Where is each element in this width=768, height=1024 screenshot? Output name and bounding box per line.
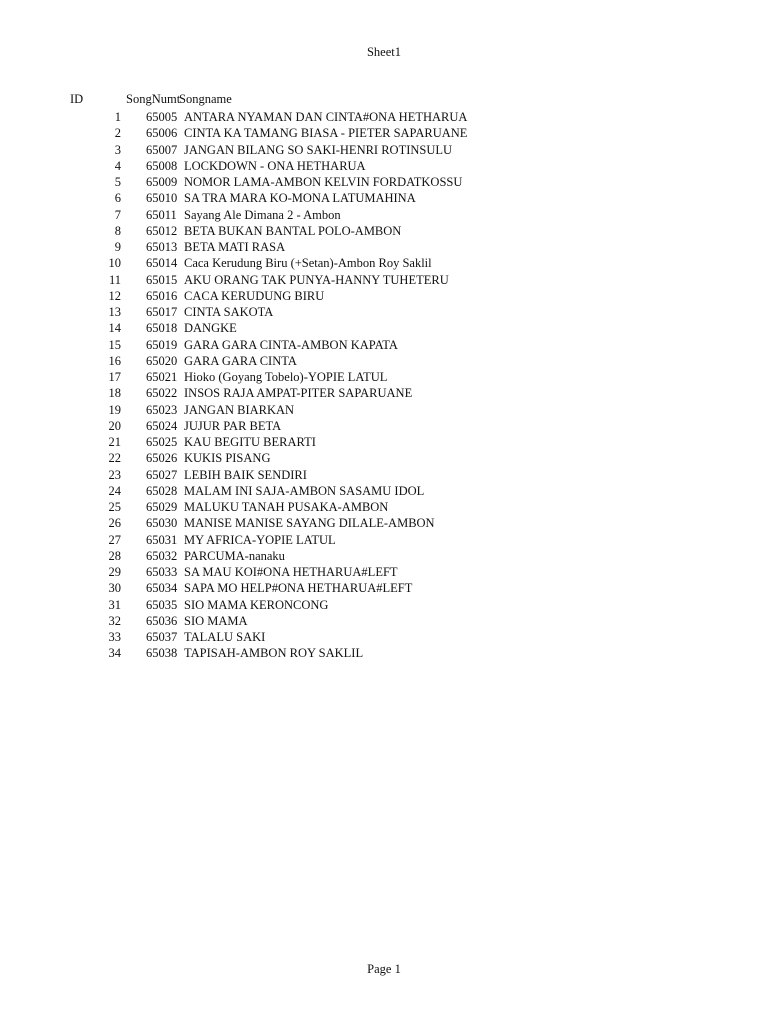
row-song-number: 65016 [146,288,178,303]
row-id: 26 [108,516,121,531]
row-song-name: SA TRA MARA KO-MONA LATUMAHINA [184,191,416,206]
row-song-number: 65021 [146,370,178,384]
row-song-name: SIO MAMA [184,613,248,628]
table-row [0,369,768,385]
row-song-number: 65030 [146,516,178,531]
row-song-name: CINTA SAKOTA [184,305,274,319]
row-id: 27 [108,532,121,547]
row-song-name: Hioko (Goyang Tobelo)-YOPIE LATUL [184,370,388,384]
table-row [0,645,768,661]
row-id: 4 [114,158,121,173]
row-song-name: TALALU SAKI [184,630,266,644]
row-song-number: 65006 [146,126,178,141]
row-song-name: TAPISAH-AMBON ROY SAKLIL [184,646,364,661]
row-song-number: 65031 [146,532,178,547]
row-id: 6 [114,191,121,206]
row-song-name: INSOS RAJA AMPAT-PITER SAPARUANE [184,386,413,401]
table-row [0,629,768,645]
table-row [0,450,768,466]
row-id: 18 [108,386,121,401]
table-row [0,434,768,450]
row-song-number: 65005 [146,110,178,124]
row-song-number: 65029 [146,500,178,514]
row-song-name: MALAM INI SAJA-AMBON SASAMU IDOL [184,483,425,498]
sheet-title: Sheet1 [366,45,402,59]
row-song-name: BETA MATI RASA [184,240,286,254]
table-row [0,239,768,255]
row-id: 2 [114,126,121,141]
row-song-name: BETA BUKAN BANTAL POLO-AMBON [184,223,402,238]
row-id: 29 [108,565,121,579]
row-song-name: JUJUR PAR BETA [184,418,282,433]
row-song-name: SA MAU KOI#ONA HETHARUA#LEFT [184,565,398,579]
table-row [0,532,768,548]
row-song-name: SIO MAMA KERONCONG [184,597,329,612]
row-song-name: MY AFRICA-YOPIE LATUL [184,532,336,547]
row-song-number: 65023 [146,402,178,417]
row-id: 1 [114,110,121,124]
table-row [0,320,768,336]
row-song-name: AKU ORANG TAK PUNYA-HANNY TUHETERU [184,272,449,287]
row-song-name: CINTA KA TAMANG BIASA - PIETER SAPARUANE [184,126,468,141]
table-row [0,385,768,401]
row-id: 13 [108,305,121,319]
row-id: 11 [108,272,121,287]
row-id: 22 [108,451,121,466]
row-song-number: 65035 [146,597,178,612]
table-row [0,402,768,418]
row-song-name: JANGAN BIARKAN [184,402,295,417]
row-id: 20 [108,418,121,433]
row-song-number: 65027 [146,467,178,482]
row-id: 3 [114,142,121,157]
row-id: 14 [108,321,121,336]
row-song-name: LEBIH BAIK SENDIRI [184,467,307,482]
table-row [0,597,768,613]
row-id: 19 [108,402,121,417]
table-row [0,255,768,271]
table-row [0,353,768,369]
row-id: 15 [108,337,121,352]
row-song-number: 65037 [146,630,178,644]
row-song-number: 65026 [146,451,178,466]
table-row [0,288,768,304]
row-id: 9 [114,240,121,254]
row-song-number: 65011 [146,207,177,222]
row-song-name: KUKIS PISANG [184,451,271,466]
row-id: 21 [108,435,121,449]
row-id: 16 [108,353,121,368]
row-song-name: SAPA MO HELP#ONA HETHARUA#LEFT [184,581,413,596]
song-table [0,109,768,662]
row-song-name: MALUKU TANAH PUSAKA-AMBON [184,500,389,514]
table-row [0,174,768,190]
row-song-name: PARCUMA-nanaku [184,548,285,563]
row-id: 24 [108,483,121,498]
row-song-name: DANGKE [184,321,237,336]
row-id: 7 [114,207,121,222]
row-song-number: 65019 [146,337,178,352]
column-header-row [0,92,768,108]
row-song-number: 65024 [146,418,178,433]
table-row [0,142,768,158]
row-song-name: MANISE MANISE SAYANG DILALE-AMBON [184,516,435,531]
table-row [0,418,768,434]
row-song-number: 65034 [146,581,178,596]
page-number: Page 1 [367,962,401,976]
row-id: 17 [108,370,121,384]
row-song-number: 65033 [146,565,178,579]
row-song-name: LOCKDOWN - ONA HETHARUA [184,158,366,173]
row-id: 12 [108,288,121,303]
row-song-name: ANTARA NYAMAN DAN CINTA#ONA HETHARUA [184,110,468,124]
table-row [0,564,768,580]
row-song-number: 65010 [146,191,178,206]
table-row [0,272,768,288]
table-row [0,467,768,483]
row-id: 8 [114,223,121,238]
column-header-songnum: SongNumt [126,92,181,106]
row-song-number: 65015 [146,272,178,287]
table-row [0,580,768,596]
row-song-name: NOMOR LAMA-AMBON KELVIN FORDATKOSSU [184,175,463,189]
row-song-number: 65025 [146,435,178,449]
table-row [0,109,768,125]
table-row [0,207,768,223]
row-song-name: Sayang Ale Dimana 2 - Ambon [184,207,341,222]
row-song-name: Caca Kerudung Biru (+Setan)-Ambon Roy Saklil [184,256,432,271]
row-song-name: GARA GARA CINTA [184,353,297,368]
row-song-number: 65032 [146,548,178,563]
row-id: 28 [108,548,121,563]
row-song-number: 65028 [146,483,178,498]
row-song-name: GARA GARA CINTA-AMBON KAPATA [184,337,398,352]
column-header-songname: Songname [179,92,232,106]
table-row [0,125,768,141]
row-song-number: 65017 [146,305,178,319]
table-row [0,337,768,353]
row-song-number: 65038 [146,646,178,661]
table-row [0,515,768,531]
row-song-name: KAU BEGITU BERARTI [184,435,316,449]
table-row [0,483,768,499]
row-id: 33 [108,630,121,644]
row-song-number: 65007 [146,142,178,157]
table-row [0,158,768,174]
row-id: 32 [108,613,121,628]
row-song-number: 65013 [146,240,178,254]
row-song-number: 65022 [146,386,178,401]
row-id: 25 [108,500,121,514]
row-id: 34 [108,646,121,661]
table-row [0,499,768,515]
row-song-number: 65008 [146,158,178,173]
row-song-number: 65009 [146,175,178,189]
row-song-name: CACA KERUDUNG BIRU [184,288,325,303]
row-song-number: 65018 [146,321,178,336]
table-row [0,548,768,564]
row-id: 31 [108,597,121,612]
row-id: 23 [108,467,121,482]
table-row [0,304,768,320]
table-row [0,613,768,629]
table-row [0,223,768,239]
row-id: 10 [108,256,121,271]
row-song-number: 65012 [146,223,178,238]
row-song-number: 65020 [146,353,178,368]
row-song-number: 65014 [146,256,178,271]
row-song-number: 65036 [146,613,178,628]
row-id: 5 [114,175,121,189]
row-id: 30 [108,581,121,596]
table-row [0,190,768,206]
column-header-id: ID [70,92,84,106]
row-song-name: JANGAN BILANG SO SAKI-HENRI ROTINSULU [184,142,453,157]
